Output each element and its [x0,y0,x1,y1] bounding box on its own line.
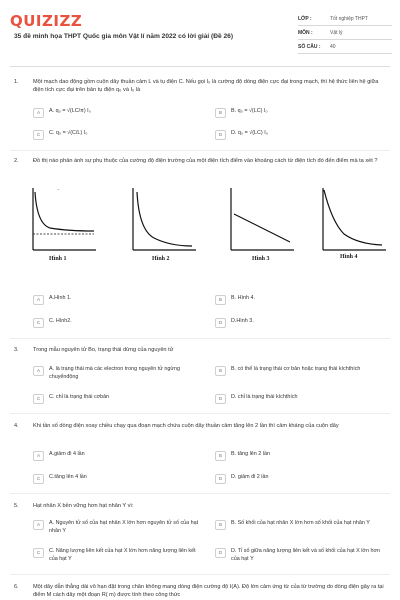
question-number: 4. [14,423,19,429]
option-letter-box: D [215,394,226,404]
option-c[interactable] [33,394,203,404]
option-letter-box: A [33,520,44,530]
question-text: Một mạch dao động gồm cuộn dây thuần cảm L và tụ điện C. Nếu gọi I₀ là cường độ dòng điện cực đại trong mạch, thì hệ thức liên hệ giữa điện tích cực đại trên bản tụ điện q₀ và I₀ là [33,79,379,93]
option-text: B. Số khối của hạt nhân X lớn hơn số khối của hạt nhân Y [231,520,370,526]
option-letter-box: C [33,130,44,140]
curve [324,190,382,245]
meta-row-count [298,40,392,54]
option-text: D. q₀ = √(LC) I₀ [231,130,268,136]
option-text: A. là trạng thái mà các electron trong nguyên tử ngừng chuyểnđộng [49,366,180,380]
option-text: B. Hình 4. [231,295,255,301]
curve [137,192,192,246]
option-b[interactable] [215,108,385,118]
option-letter-box: C [33,394,44,404]
option-text: C.tăng lên 4 lần [49,474,87,480]
option-d[interactable] [215,474,385,484]
option-text: B. q₀ = √(LC) I₀ [231,108,268,114]
option-d[interactable] [215,318,385,328]
option-d[interactable] [215,394,385,404]
meta-value: 40 [330,43,336,50]
meta-value: Tốt nghiệp THPT [330,15,368,22]
graph-figure-4 [318,186,388,252]
straight-line [234,214,290,242]
meta-key: LỚP : [298,15,312,22]
option-letter-box: A [33,295,44,305]
option-a[interactable] [33,451,203,461]
option-letter-box: A [33,451,44,461]
option-letter-box: B [215,451,226,461]
option-c[interactable] [33,548,205,563]
option-text: A.Hình 1. [49,295,72,301]
option-c[interactable] [33,474,203,484]
question-number: 6. [14,584,19,590]
question-number: 3. [14,347,19,353]
option-letter-box: B [215,520,226,530]
question-number: 2. [14,158,19,164]
option-letter-box: A [33,366,44,376]
option-letter-box: D [215,474,226,484]
graph-caption: Hình 4 [340,254,358,260]
option-text: C. q₀ = √(C/L) I₀ [49,130,88,136]
question-divider [10,574,390,575]
meta-value: Vật lý [330,29,343,36]
question-text: Đồ thị nào phản ánh sự phụ thuộc của cường độ điện trường của một điện tích điểm vào khoảng cách từ điện tích đó đến điểm mà ta xét ? [33,158,378,164]
graph-caption: Hình 3 [252,256,270,262]
option-text: A. q₀ = √(LC/π) I₀ [49,108,91,114]
option-b[interactable] [215,295,385,305]
option-b[interactable] [215,520,387,530]
option-c[interactable] [33,130,203,140]
option-text: B. có thể là trạng thái cơ bản hoặc trạng thái kíchthích [231,366,361,372]
option-a[interactable] [33,295,203,305]
graph-figure-1 [28,184,98,252]
option-a[interactable] [33,520,205,535]
option-text: B. tăng lên 2 lần [231,451,270,457]
option-a[interactable] [33,108,203,118]
option-letter-box: B [215,108,226,118]
meta-key: SỐ CÂU : [298,43,321,50]
option-letter-box: C [33,318,44,328]
option-letter-box: D [215,130,226,140]
question-divider [10,413,390,414]
option-a[interactable] [33,366,203,381]
option-b[interactable] [215,366,385,376]
option-letter-box: D [215,548,226,558]
option-text: A.giảm đi 4 lần [49,451,85,457]
option-d[interactable] [215,548,387,563]
header [0,0,400,66]
graph-caption: Hình 1 [49,256,67,262]
meta-table [298,12,392,54]
question-number: 5. [14,503,19,509]
header-divider [10,66,390,67]
question-divider [10,150,390,151]
option-text: C. Hình2. [49,318,72,324]
option-d[interactable] [215,130,385,140]
quizizz-logo: QUIZIZZ [10,12,83,30]
option-text: C. Năng lượng liên kết của hạt X lớn hơn năng lượng liên kết của hạt Y [49,548,196,562]
option-text: D. Tỉ số giữa năng lượng liên kết và số khối của hạt X lớn hơn của hạt Y [231,548,380,562]
option-text: A. Nguyên tử số của hạt nhân X lớn hơn nguyên tử số của hạt nhân Y [49,520,199,534]
curve [35,192,94,231]
option-letter-box: C [33,474,44,484]
axis-arrow-mark: → [56,186,60,191]
question-text: Trong mẫu nguyên tử Bo, trạng thái dừng của nguyên tử [33,347,174,353]
option-letter-box: B [215,366,226,376]
meta-key: MÔN : [298,29,313,36]
question-text: Hạt nhân X bền vững hơn hạt nhân Y vì: [33,503,134,509]
question-number: 1. [14,79,19,85]
meta-row-class [298,12,392,26]
option-text: C. chỉ là trạng thái cơbản [49,394,110,400]
graph-caption: Hình 2 [152,256,170,262]
graph-figure-2 [128,186,198,252]
option-c[interactable] [33,318,203,328]
option-letter-box: B [215,295,226,305]
option-b[interactable] [215,451,385,461]
question-divider [10,493,390,494]
option-letter-box: D [215,318,226,328]
option-letter-box: C [33,548,44,558]
option-text: D.Hình 3. [231,318,254,324]
option-text: D. giảm đi 2 lần [231,474,269,480]
option-text: D. chỉ là trạng thái kíchthích [231,394,298,400]
meta-row-subject [298,26,392,40]
question-divider [10,338,390,339]
document-title: 35 đề minh họa THPT Quốc gia môn Vật lí năm 2022 có lời giải (Đề 26) [14,33,234,40]
question-text: Một dây dẫn thẳng dài vô hạn đặt trong chân không mang dòng điện cường độ I(A). Độ lớn cảm ứng từ của từ trường do dòng điện gây ra tại điểm M cách dây một đoạn R( m) được tính theo công thức [33,584,384,598]
option-letter-box: A [33,108,44,118]
graph-figure-3 [226,186,296,252]
question-text: Khi tần số dòng điện xoay chiều chạy qua đoạn mạch chứa cuộn dây thuần cảm tăng lên 2 lần thì cảm kháng của cuộn dây [33,423,339,429]
